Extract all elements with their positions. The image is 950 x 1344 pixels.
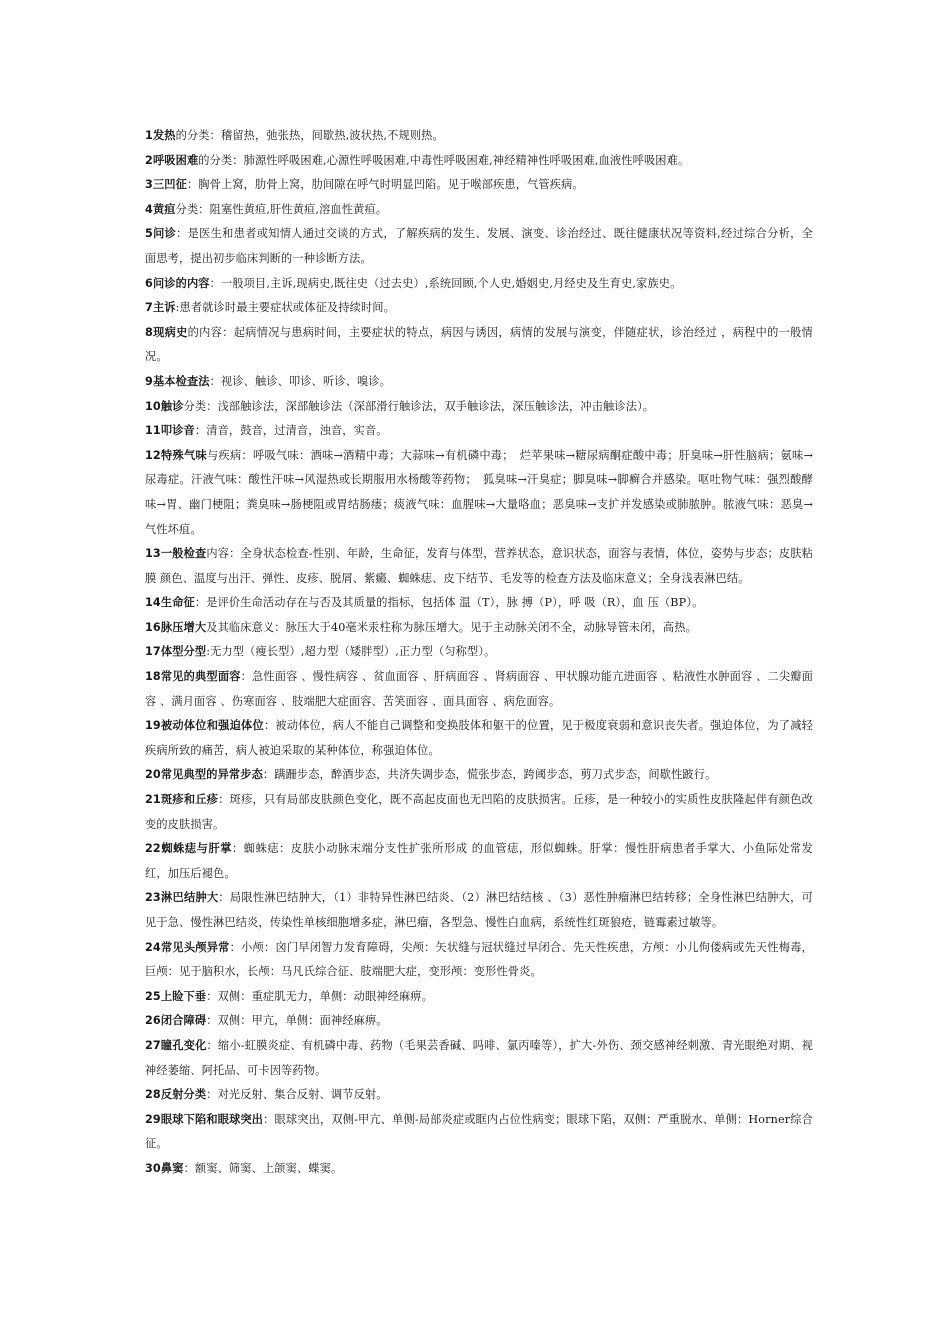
entry-number: 22	[145, 842, 161, 856]
entry-text: ：小颅：囟门早闭智力发育障碍，尖颅：矢状缝与冠状缝过早闭合、先天性疾患，方颅：小儿佝偻病或先天性梅毒，巨颅：见于脑积水，长颅：马凡氏综合征、肢端肥大症，变形颅：变形性骨炎。	[145, 940, 813, 979]
entry-term: 呼吸困难	[152, 153, 199, 167]
entry-term: 蜘蛛痣与肝掌	[160, 842, 233, 856]
entry-term: 主诉	[152, 301, 176, 315]
entry-number: 10	[145, 399, 161, 413]
entry-number: 3	[145, 178, 153, 192]
entry-term: 上睑下垂	[160, 989, 207, 1003]
entry-8	[145, 321, 813, 370]
entry-term: 闭合障碍	[160, 1014, 207, 1028]
entry-number: 4	[145, 202, 153, 216]
entry-term: 被动体位和强迫体位	[160, 719, 264, 733]
entry-text: ：局限性淋巴结肿大，（1）非特异性淋巴结炎、（2）淋巴结结核 、（3）恶性肿瘤淋巴结转移；全身性淋巴结肿大，可见于急、慢性淋巴结炎，传染性单核细胞增多症，淋巴瘤，各型急、慢性白血病，系统性红斑狼疮，链霉素过敏等。	[145, 891, 813, 929]
entry-26	[145, 1009, 813, 1034]
entry-10	[145, 395, 813, 420]
entry-text: ：视诊、触诊、叩诊、听诊、嗅诊。	[209, 374, 392, 388]
entry-number: 24	[145, 940, 161, 954]
entry-23	[145, 886, 813, 935]
entry-number: 21	[145, 793, 161, 807]
entry-text: 的分类：稽留热，弛张热，间歇热,波状热,不规则热。	[175, 129, 444, 142]
entry-11	[145, 419, 813, 444]
entry-text: ：眼球突出，双侧-甲亢、单侧-局部炎症或眶内占位性病变；眼球下陷，双侧：严重脱水、单侧：Horner综合征。	[145, 1112, 813, 1151]
entry-term: 问诊	[152, 227, 177, 241]
entry-number: 27	[145, 1038, 161, 1052]
entry-text: :无力型（瘦长型）,超力型（矮胖型）,正力型（匀称型）。	[206, 645, 496, 659]
entry-term: 体型分型	[160, 645, 207, 659]
entry-number: 23	[145, 891, 161, 905]
entry-28	[145, 1083, 813, 1108]
entry-number: 17	[145, 645, 161, 659]
entry-term: 脉压增大	[160, 620, 207, 634]
entry-term: 黄疸	[152, 202, 176, 216]
entry-term: 现病史	[152, 325, 188, 339]
entry-text: 的分类：肺源性呼吸困难,心源性呼吸困难,中毒性呼吸困难,神经精神性呼吸困难,血液性呼吸困难。	[198, 153, 690, 167]
entry-1	[145, 124, 813, 149]
entry-20	[145, 763, 813, 788]
entry-number: 7	[145, 301, 153, 315]
entry-7	[145, 296, 813, 321]
entry-9	[145, 370, 813, 395]
entry-term: 问诊的内容	[152, 276, 210, 290]
entry-number: 29	[145, 1112, 161, 1126]
entry-term: 淋巴结肿大	[160, 891, 219, 905]
entry-14	[145, 591, 813, 616]
entry-text: ：双侧：甲亢，单侧：面神经麻痹。	[206, 1014, 388, 1028]
entry-term: 生命征	[160, 596, 195, 610]
entry-text: ：是医生和患者或知情人通过交谈的方式，了解疾病的发生、发展、演变、诊治经过、既往健康状况等资料,经过综合分析，全面思考，提出初步临床判断的一种诊断方法。	[145, 227, 813, 265]
entry-term: 鼻窦	[160, 1161, 184, 1175]
entry-number: 30	[145, 1161, 161, 1175]
entry-number: 12	[145, 448, 161, 462]
entry-5	[145, 222, 813, 271]
entry-term: 一般检查	[160, 547, 207, 561]
entry-term: 三凹征	[152, 178, 187, 192]
entry-text: ：蜘蛛痣：皮肤小动脉末端分支性扩张所形成 的血管痣，形似蜘蛛。肝掌：慢性肝病患者手掌大、小鱼际处常发 红，加压后褪色。	[145, 842, 814, 880]
entry-term: 反射分类	[160, 1088, 207, 1102]
entry-term: 特殊气味	[160, 448, 208, 462]
entry-number: 11	[145, 424, 161, 438]
entry-25	[145, 985, 813, 1010]
entry-term: 斑疹和丘疹	[160, 793, 219, 807]
entry-2	[145, 149, 813, 174]
entry-text: ：对光反射、集合反射、调节反射。	[206, 1088, 388, 1102]
entry-number: 18	[145, 670, 161, 684]
entry-text: ：是评价生命活动存在与否及其质量的指标，包括体 温（T），脉 搏（P），呼 吸（R），血 压（BP）。	[194, 596, 704, 610]
entry-16	[145, 616, 813, 641]
entry-number: 19	[145, 719, 161, 733]
entry-term: 基本检查法	[152, 374, 210, 388]
entry-13	[145, 542, 813, 591]
entry-term: 叩诊音	[160, 424, 195, 438]
entry-term: 发热	[152, 129, 176, 142]
entry-text: 及其临床意义：脉压大于40毫米汞柱称为脉压增大。见于主动脉关闭不全，动脉导管未闭，高热。	[206, 620, 697, 634]
entry-text: 分类：浅部触诊法，深部触诊法（深部滑行触诊法，双手触诊法，深压触诊法，冲击触诊法）。	[183, 399, 655, 413]
entry-number: 25	[145, 989, 161, 1003]
entry-text: ：斑疹，只有局部皮肤颜色变化，既不高起皮面也无凹陷的皮肤损害。丘疹，是一种较小的实质性皮肤隆起伴有颜色改变的皮肤损害。	[145, 793, 813, 831]
entry-number: 28	[145, 1088, 161, 1102]
entry-text: ：一般项目,主诉,现病史,既往史（过去史）,系统回顾,个人史,婚姻史,月经史及生育史,家族史。	[209, 276, 682, 290]
entry-19	[145, 714, 813, 763]
entry-number: 8	[145, 325, 153, 339]
entry-number: 6	[145, 276, 153, 290]
entry-text: 分类：阻塞性黄疸,肝性黄疸,溶血性黄疸。	[175, 202, 388, 216]
entry-number: 2	[145, 153, 153, 167]
entry-18	[145, 665, 813, 714]
entry-term: 常见典型的异常步态	[160, 768, 263, 782]
entry-number: 20	[145, 768, 161, 782]
entry-text: ：额窦、筛窦、上颌窦、蝶窦。	[183, 1161, 343, 1175]
entry-number: 26	[145, 1014, 161, 1028]
entry-number: 5	[145, 227, 153, 241]
document-page	[145, 124, 813, 1182]
entry-text: ：胸骨上窝，肋骨上窝，肋间隙在呼气时明显凹陷。见于喉部疾患，气管疾病。	[186, 178, 584, 192]
entry-text: ：双侧：重症肌无力，单侧：动眼神经麻痹。	[206, 989, 433, 1003]
entry-text: ：急性面容 、慢性病容 、贫血面容 、肝病面容 、肾病面容 、甲状腺功能亢进面容 、粘液性水肿面容 、二尖瓣面容 、满月面容 、伤寒面容 、肢端肥大症面容、苦笑面容 、面具面容 、病危面容。	[145, 670, 813, 708]
entry-term: 触诊	[160, 399, 184, 413]
entry-21	[145, 788, 813, 837]
entry-number: 1	[145, 129, 153, 142]
entry-text: :患者就诊时最主要症状或体征及持续时间。	[175, 301, 395, 315]
entry-22	[145, 837, 813, 886]
entry-text: ：缩小-虹膜炎症、有机磷中毒、药物（毛果芸香碱、吗啡、氯丙嗪等），扩大-外伤、颈交感神经刺激、青光眼绝对期、视神经萎缩、阿托品、可卡因等药物。	[145, 1038, 813, 1077]
entry-number: 13	[145, 547, 161, 561]
entry-term: 常见头颅异常	[160, 940, 230, 954]
entry-text: 的内容：起病情况与患病时间，主要症状的特点，病因与诱因，病情的发展与演变，伴随症状，诊治经过 ，病程中的一般情况。	[145, 325, 814, 364]
entry-24	[145, 936, 813, 985]
entry-text: 与疾病：呼吸气味：酒味→酒精中毒；大蒜味→有机磷中毒； 烂苹果味→糖尿病酮症酸中毒；肝臭味→肝性脑病；氨味→尿毒症。汗液气味：酸性汗味→风湿热或长期服用水杨酸等药物； 狐臭味→汗臭症；脚臭味→脚癣合并感染。呕吐物气味：强烈酸酵味→胃、幽门梗阻；粪臭味→肠梗阻或胃结肠瘘；痰液气味：血腥味→大量咯血；恶臭味→支扩并发感染或肺脓肿。脓液气味：恶臭→气性坏疽。	[145, 448, 814, 536]
entry-text: ：被动体位，病人不能自己调整和变换肢体和躯干的位置，见于极度衰弱和意识丧失者。强迫体位，为了减轻疾病所致的痛苦，病人被迫采取的某种体位，称强迫体位。	[145, 719, 814, 757]
entry-12	[145, 444, 813, 542]
entry-number: 16	[145, 620, 161, 634]
entry-number: 14	[145, 596, 161, 610]
entry-30	[145, 1157, 813, 1182]
entry-number: 9	[145, 374, 153, 388]
entry-text: 内容：全身状态检查-性别、年龄，生命征，发育与体型，营养状态，意识状态，面容与表情，体位，姿势与步态；皮肤粘膜 颜色、温度与出汗、弹性、皮疹、脱屑、紫癜、蜘蛛痣、皮下结节、毛发等的检查方法及临床意义；全身浅表淋巴结。	[145, 547, 813, 585]
entry-6	[145, 272, 813, 297]
entry-4	[145, 198, 813, 223]
entry-text: ：清音，鼓音，过清音，浊音，实音。	[194, 424, 388, 438]
entry-17	[145, 640, 813, 665]
entry-29	[145, 1108, 813, 1157]
entry-term: 瞳孔变化	[160, 1038, 207, 1052]
entry-term: 常见的典型面容	[160, 670, 241, 684]
entry-3	[145, 173, 813, 198]
entry-term: 眼球下陷和眼球突出	[160, 1112, 264, 1126]
entry-text: ：蹒跚步态，醉酒步态，共济失调步态，慌张步态，跨阈步态，剪刀式步态，间歇性跛行。	[262, 768, 717, 782]
entry-27	[145, 1034, 813, 1083]
